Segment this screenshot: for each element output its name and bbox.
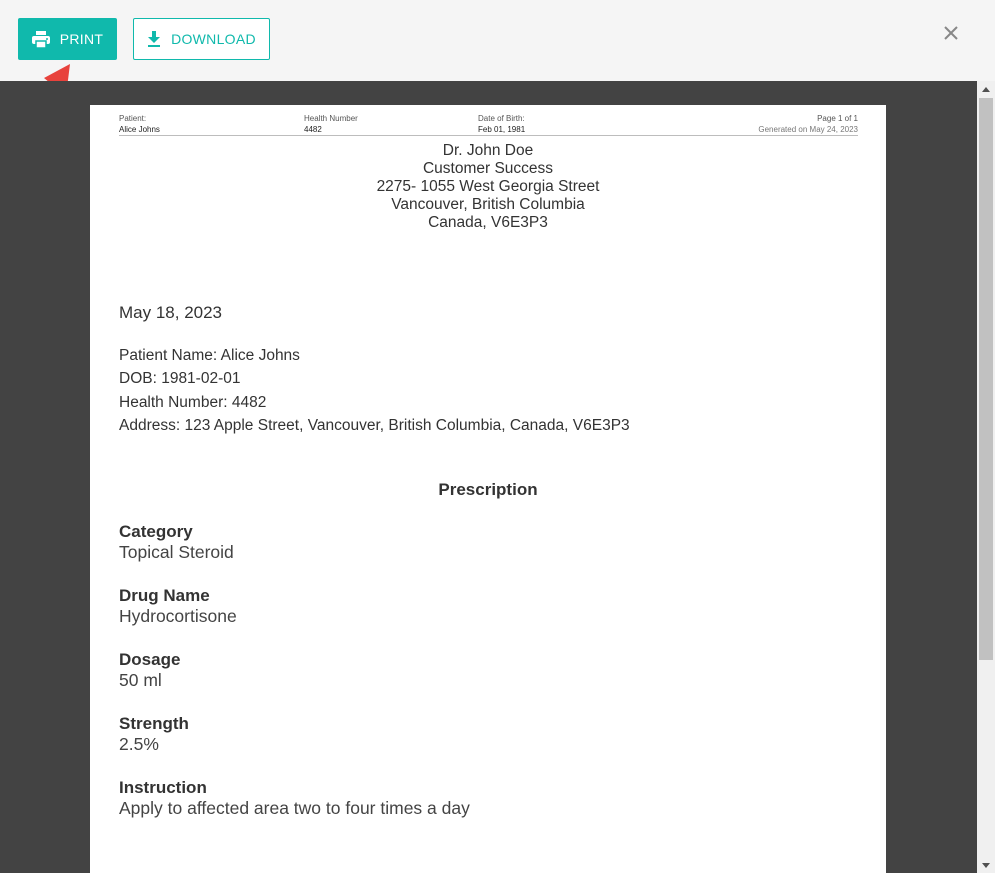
field-value: Topical Steroid <box>119 542 234 562</box>
header-generated-date: Generated on May 24, 2023 <box>758 125 858 134</box>
header-page-info <box>758 113 858 135</box>
doctor-name: Dr. John Doe <box>442 142 534 159</box>
field-label: Category <box>119 522 193 541</box>
doctor-department: Customer Success <box>422 160 554 177</box>
print-button-label: PRINT <box>59 31 104 47</box>
header-health <box>304 113 358 135</box>
header-page-number: Page 1 of 1 <box>817 114 858 123</box>
patient-info <box>119 344 630 437</box>
toolbar <box>0 0 995 81</box>
close-button[interactable] <box>938 20 964 46</box>
prescription-field <box>119 585 237 627</box>
header-dob <box>478 113 525 135</box>
prescription-title: Prescription <box>438 480 538 499</box>
field-value: Hydrocortisone <box>119 606 237 626</box>
download-button[interactable] <box>133 18 270 60</box>
prescription-field <box>119 713 189 755</box>
patient-address: Address: 123 Apple Street, Vancouver, British Columbia, Canada, V6E3P3 <box>119 416 630 434</box>
field-label: Dosage <box>119 650 181 669</box>
scroll-thumb[interactable] <box>979 98 993 660</box>
vertical-scrollbar[interactable] <box>977 81 995 873</box>
header-patient-value: Alice Johns <box>119 125 160 134</box>
doctor-street: 2275- 1055 West Georgia Street <box>376 178 600 195</box>
document-page <box>90 105 886 873</box>
field-value: Apply to affected area two to four times a day <box>119 798 470 818</box>
patient-health-number: Health Number: 4482 <box>119 393 267 411</box>
field-value: 2.5% <box>119 734 159 754</box>
print-button[interactable] <box>18 18 117 60</box>
prescription-field <box>119 521 234 563</box>
letter-date: May 18, 2023 <box>119 303 223 322</box>
header-health-value: 4482 <box>304 125 322 134</box>
field-label: Strength <box>119 714 189 733</box>
doctor-country: Canada, V6E3P3 <box>428 214 548 231</box>
field-label: Drug Name <box>119 586 210 605</box>
patient-name: Patient Name: Alice Johns <box>119 347 300 364</box>
download-icon <box>147 31 161 48</box>
page-header <box>119 113 858 136</box>
patient-dob: DOB: 1981-02-01 <box>119 370 241 388</box>
header-dob-value: Feb 01, 1981 <box>478 125 526 134</box>
document-viewer[interactable] <box>0 81 977 873</box>
header-patient-label: Patient: <box>119 114 147 123</box>
field-value: 50 ml <box>119 670 162 690</box>
prescription-field <box>119 649 180 691</box>
field-label: Instruction <box>119 778 207 797</box>
doctor-address-block <box>90 142 886 232</box>
prescription-field <box>119 777 470 819</box>
scroll-down-arrow-icon[interactable] <box>977 857 995 873</box>
header-dob-label: Date of Birth: <box>478 114 525 123</box>
printer-icon <box>32 31 50 48</box>
header-patient <box>119 113 160 135</box>
header-health-label: Health Number <box>304 114 358 123</box>
scroll-up-arrow-icon[interactable] <box>977 81 995 97</box>
close-icon <box>943 25 959 41</box>
download-button-label: DOWNLOAD <box>171 31 256 47</box>
doctor-city: Vancouver, British Columbia <box>391 196 585 213</box>
